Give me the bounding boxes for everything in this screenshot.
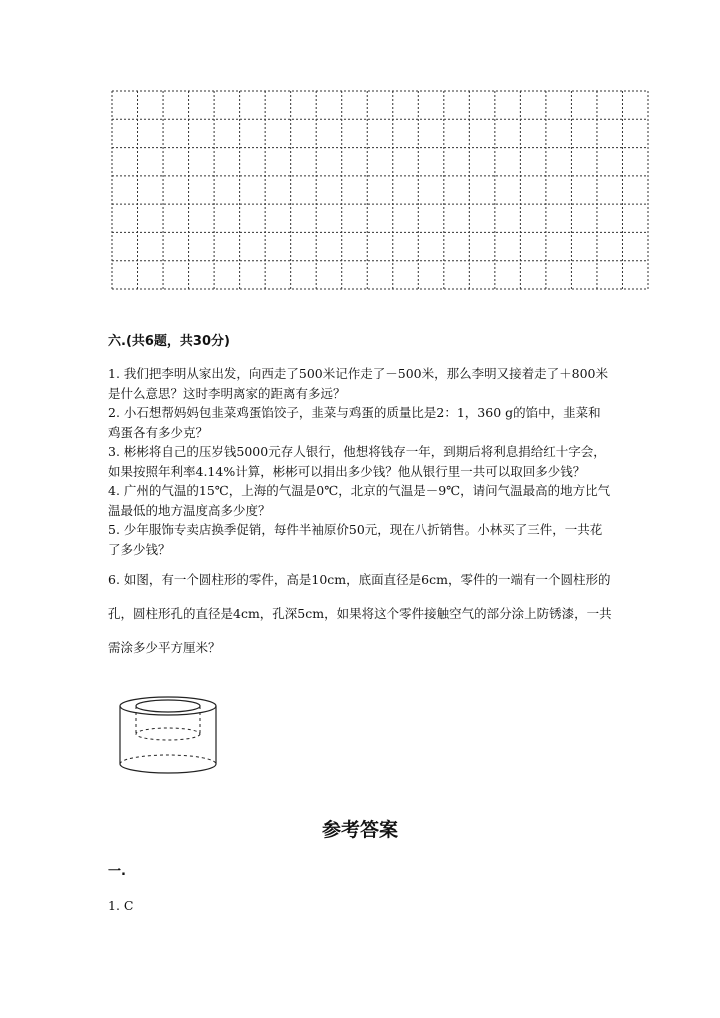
cylinder-figure <box>108 694 228 780</box>
section-title: 六.(共6题，共30分) <box>108 334 230 349</box>
question-2: 2. 小石想帮妈妈包韭菜鸡蛋馅饺子，韭菜与鸡蛋的质量比是2：1，360 g的馅中，韭菜和鸡蛋各有多少克？ <box>108 405 601 440</box>
answer-title: 参考答案 <box>321 819 398 841</box>
question-list <box>108 364 612 665</box>
question-4: 4. 广州的气温的15℃，上海的气温是0℃，北京的气温是－9℃，请问气温最高的地方比气温最低的地方温度高多少度？ <box>108 483 611 518</box>
question-6: 6. 如图，有一个圆柱形的零件，高是10cm，底面直径是6cm，零件的一端有一个圆柱形的孔，圆柱形孔的直径是4cm，孔深5cm，如果将这个零件接触空气的部分涂上防锈漆，一共需涂多少平方厘米？ <box>108 572 612 655</box>
question-1: 1. 我们把李明从家出发，向西走了500米记作走了－500米，那么李明又接着走了＋800米是什么意思？这时李明离家的距离有多远？ <box>108 366 608 401</box>
answer-item-1: 1. C <box>108 898 134 913</box>
question-3: 3. 彬彬将自己的压岁钱5000元存人银行，他想将钱存一年，到期后将利息捐给红十字会，如果按照年利率4.14%计算，彬彬可以捐出多少钱？他从银行里一共可以取回多少钱？ <box>108 444 606 479</box>
writing-grid-svg <box>111 90 649 290</box>
writing-grid <box>111 90 649 290</box>
cylinder-diagram <box>108 694 228 780</box>
answer-section-label: 一. <box>108 864 126 879</box>
question-5: 5. 少年服饰专卖店换季促销，每件半袖原价50元，现在八折销售。小林买了三件，一共花了多少钱？ <box>108 522 603 557</box>
